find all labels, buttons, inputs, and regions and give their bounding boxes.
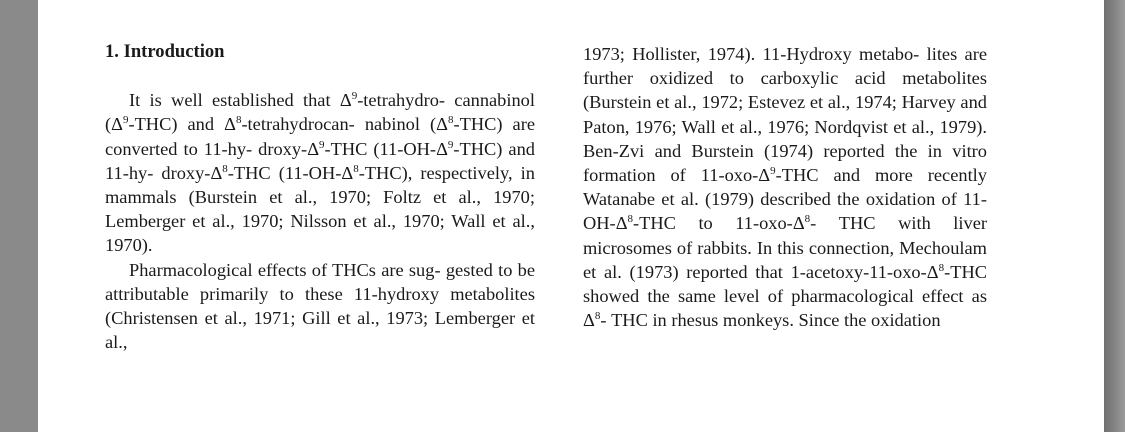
- delta-superscript: 8: [222, 162, 228, 175]
- text-run: formation of 11-oxo-: [583, 165, 759, 186]
- text-run: -THC showed the: [583, 261, 987, 307]
- text-run: -tetrahydro-: [357, 90, 446, 111]
- text-run: that 1-acetoxy-11-oxo-: [755, 261, 927, 282]
- text-run: Δ: [111, 114, 123, 135]
- left-column: [105, 40, 535, 354]
- intro-paragraph-2-continued: [583, 42, 987, 332]
- text-run: THC with liver microsomes of rabbits. In this: [583, 213, 988, 258]
- text-run: -THC), respectively,: [358, 162, 513, 183]
- text-run: same level of pharmacological effect as: [677, 286, 987, 307]
- text-run: Δ: [583, 310, 595, 331]
- right-column: [583, 42, 987, 332]
- text-run: connection, Mechoulam et al. (1973) reported: [583, 237, 987, 282]
- text-run: Δ: [341, 162, 354, 183]
- text-run: -THC) and 11-hy-: [105, 138, 535, 183]
- section-heading: 1. Introduction: [105, 41, 225, 62]
- text-run: Δ: [224, 114, 236, 135]
- text-run: cannabinol (: [105, 90, 535, 135]
- text-run: -: [600, 310, 607, 331]
- delta-superscript: 8: [353, 162, 359, 175]
- text-run: Δ: [758, 165, 771, 186]
- text-run: 1971; Gill et al., 1973; Lemberger et al.,: [105, 308, 535, 353]
- text-run: -THC (11-OH-: [324, 138, 437, 159]
- text-run: droxy-: [258, 138, 308, 159]
- text-run: Δ: [792, 213, 805, 234]
- delta-superscript: 8: [235, 114, 242, 127]
- text-run: 1973; Hollister, 1974). 11-Hydroxy metabo-: [583, 44, 920, 64]
- delta-superscript: 8: [594, 310, 601, 323]
- text-run: -THC) are converted to 11-hy-: [105, 114, 535, 159]
- text-run: -tetrahydrocan-: [241, 114, 355, 135]
- text-run: recently Watanabe et al. (1979) described the: [583, 165, 987, 210]
- text-run: Δ: [436, 138, 448, 159]
- text-run: THC in rhesus monkeys. Since the oxidation: [611, 310, 941, 331]
- text-run: nabinol (: [364, 114, 437, 135]
- delta-superscript: 8: [804, 213, 811, 226]
- text-run: Δ: [339, 90, 352, 111]
- text-run: Δ: [307, 138, 320, 159]
- text-run: 11-hydroxy metabolites (Christensen et al.,: [105, 283, 535, 329]
- text-run: al., 1970; Wall et al., 1970).: [105, 211, 535, 256]
- text-run: et al., 1974; Harvey and Paton, 1976; Wall: [583, 92, 987, 137]
- text-run: in mammals (Burstein et al., 1970; Foltz et: [105, 162, 535, 208]
- text-run: Δ: [926, 261, 939, 282]
- page-edge-shadow: [1104, 0, 1125, 432]
- text-run: -THC to 11-oxo-: [633, 213, 793, 234]
- delta-superscript: 9: [122, 114, 129, 127]
- text-run: -: [810, 213, 817, 234]
- text-run: lites are further oxidized to carboxylic acid: [583, 44, 987, 89]
- text-run: -THC (11-OH-: [227, 162, 342, 183]
- text-run: et al., 1976; Nordqvist et al., 1979). Ben-Zvi: [583, 116, 987, 161]
- text-run: Δ: [210, 162, 223, 183]
- text-run: Pharmacological effects of THCs are sug-: [129, 259, 441, 280]
- text-run: gested to be attributable primarily to these: [105, 259, 535, 304]
- delta-superscript: 9: [770, 165, 776, 178]
- delta-superscript: 8: [938, 261, 945, 274]
- delta-superscript: 9: [319, 138, 325, 151]
- text-run: al., 1970; Lemberger et al., 1970; Nilsson et: [105, 187, 535, 232]
- text-run: Δ: [615, 213, 628, 234]
- text-run: metabolites (Burstein et al., 1972; Estevez: [583, 68, 987, 113]
- text-run: It is well established that: [129, 90, 340, 111]
- text-run: -THC) and: [128, 114, 225, 135]
- text-run: oxidation of 11-OH-: [583, 189, 987, 234]
- delta-superscript: 8: [447, 114, 454, 127]
- delta-superscript: 8: [627, 213, 634, 226]
- text-run: droxy-: [161, 162, 211, 183]
- text-run: Δ: [436, 114, 448, 135]
- intro-paragraph-1: [105, 88, 535, 257]
- text-run: and Burstein (1974) reported the in vitro: [654, 140, 987, 161]
- text-run: -THC and more: [775, 165, 913, 186]
- delta-superscript: 9: [447, 138, 454, 151]
- delta-superscript: 9: [351, 90, 358, 103]
- intro-paragraph-2: [105, 258, 535, 355]
